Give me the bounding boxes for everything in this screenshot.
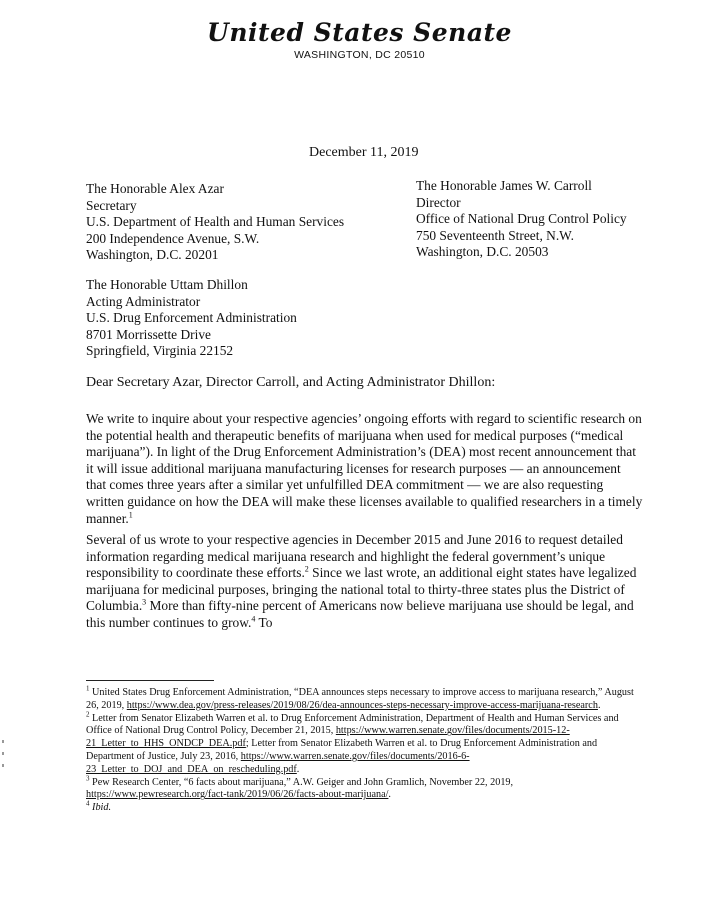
footnote-link[interactable]: https://www.dea.gov/press-releases/2019/08/26/dea-announces-steps-necessary-improve-access-marijuana-research	[126, 699, 598, 711]
footnote-link[interactable]: https://www.warren.senate.gov/files/documents/2015-12-21_Letter_to_HHS_ONDCP_DEA.pdf	[86, 725, 570, 750]
recipient-dea-address	[86, 277, 297, 360]
address-line: Office of National Drug Control Policy	[416, 211, 627, 227]
paragraph-text: We write to inquire about your respective agencies’ ongoing efforts with regard to scientific research on the potential health and therapeutic benefits of marijuana when used for medical purposes (“medical marijuana”). In light of the Drug Enforcement Administration’s (DEA) most recent announcement that it will issue additional marijuana manufacturing licenses for research purposes — an announcement that comes three years after a similar yet unfulfilled DEA commitment — we are also requesting written guidance on how the DEA will make these licenses available to qualified researchers in a timely manner.	[86, 411, 643, 526]
address-line: U.S. Department of Health and Human Services	[86, 214, 345, 230]
footnote-text: Ibid.	[92, 802, 112, 814]
paragraph-text: To	[255, 614, 273, 630]
footnote-number: 2	[86, 710, 90, 719]
recipient-hhs-address	[86, 181, 344, 264]
address-line: The Honorable James W. Carroll	[416, 178, 592, 193]
footnote-1	[86, 684, 646, 713]
address-line: The Honorable Uttam Dhillon	[86, 277, 248, 292]
footnote-text: Pew Research Center, “6 facts about marijuana,” A.W. Geiger and John Gramlich, November 22, 2019,	[89, 776, 514, 788]
footnote-ref: 4	[251, 614, 256, 624]
address-line: 200 Independence Avenue, S.W.	[86, 230, 260, 246]
footnote-divider	[86, 680, 214, 681]
footnote-text: ; Letter from Senator Elizabeth Warren et al. to Drug Enforcement Administration and Department of Justice, July 23, 2016,	[86, 738, 598, 762]
address-line: Springfield, Virginia 22152	[86, 343, 234, 359]
body-paragraph-1	[86, 411, 644, 527]
footnote-number: 3	[86, 774, 90, 783]
body-paragraph-2	[86, 532, 644, 632]
footnote-ref: 3	[142, 597, 147, 607]
scan-mark	[2, 752, 4, 755]
footnote-text: Letter from Senator Elizabeth Warren et al. to Drug Enforcement Administration, Department of Health and Human Services and Office of National Drug Control Policy, December 21, 2015,	[86, 712, 619, 737]
footnote-link[interactable]: https://www.warren.senate.gov/files/documents/2016-6-23_Letter_to_DOJ_and_DEA_on_rescheduling.pdf	[86, 750, 470, 775]
footnote-link[interactable]: https://www.pewresearch.org/fact-tank/2019/06/26/facts-about-marijuana/	[86, 789, 389, 801]
letterhead	[0, 18, 719, 61]
letterhead-title: United States Senate	[207, 18, 512, 47]
address-line: Secretary	[86, 197, 137, 213]
paragraph-text: More than fifty-nine percent of Americans now believe marijuana use should be legal, and this number continues to grow.	[86, 598, 634, 630]
address-line: 750 Seventeenth Street, N.W.	[416, 227, 574, 243]
address-line: Director	[416, 194, 461, 210]
address-line: Washington, D.C. 20503	[416, 244, 549, 260]
footnote-number: 1	[86, 684, 90, 693]
address-line: U.S. Drug Enforcement Administration	[86, 310, 297, 326]
footnote-4	[86, 799, 646, 815]
letterhead-city: WASHINGTON, DC 20510	[294, 49, 425, 61]
footnote-text: United States Drug Enforcement Administration, “DEA announces steps necessary to improve access to marijuana research,” August 26, 2019,	[86, 687, 634, 711]
footnote-3	[86, 774, 646, 803]
scan-mark	[2, 740, 4, 743]
recipient-ondcp-address	[416, 178, 627, 261]
address-line: The Honorable Alex Azar	[86, 181, 224, 196]
address-line: 8701 Morrissette Drive	[86, 326, 211, 342]
scan-margin-marks	[2, 740, 4, 776]
footnote-ref: 1	[128, 510, 133, 520]
footnote-text: .	[296, 763, 300, 775]
footnote-number: 4	[86, 799, 90, 808]
footnote-text: .	[388, 789, 391, 801]
footnotes	[86, 684, 646, 815]
footnote-ref: 2	[304, 564, 309, 574]
footnote-2	[86, 710, 646, 777]
footnote-text: .	[597, 699, 601, 711]
paragraph-text: Several of us wrote to your respective agencies in December 2015 and June 2016 to request detailed information regarding medical marijuana research and highlight the federal government’s unique responsibility to coordinate these efforts.	[86, 532, 623, 581]
address-line: Washington, D.C. 20201	[86, 247, 219, 263]
salutation: Dear Secretary Azar, Director Carroll, and Acting Administrator Dhillon:	[86, 375, 496, 390]
letter-date: December 11, 2019	[309, 145, 419, 160]
address-line: Acting Administrator	[86, 293, 201, 309]
scan-mark	[2, 764, 4, 767]
paragraph-text: Since we last wrote, an additional eight states have legalized marijuana for medicinal purposes, bringing the national total to thirty-three states plus the District of Columbia.	[86, 565, 637, 614]
